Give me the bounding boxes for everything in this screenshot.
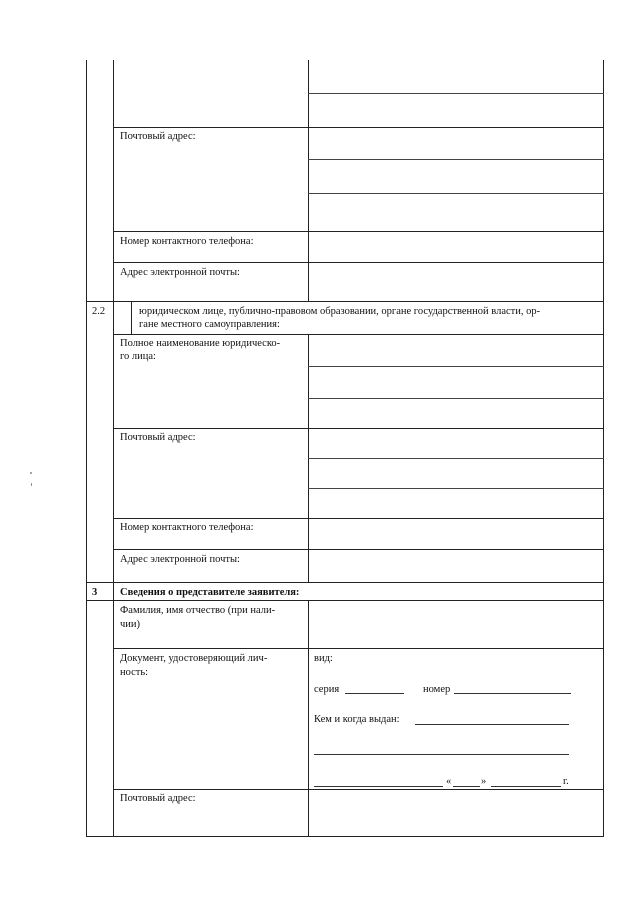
- legal-name-label: го лица:: [120, 351, 156, 362]
- sub-column-border: [131, 301, 132, 334]
- issued-by-date-field[interactable]: [314, 786, 443, 787]
- number-field[interactable]: [454, 693, 571, 694]
- fill-line: [308, 366, 604, 367]
- quote-open: «: [446, 776, 452, 787]
- row-divider: [86, 301, 604, 302]
- phone-label: Номер контактного телефона:: [120, 522, 254, 533]
- issued-by-label: Кем и когда выдан:: [314, 714, 400, 725]
- section-heading-line: юридическом лице, публично-правовом образовании, органе государственной власти, ор-: [139, 306, 541, 317]
- value-column-border-bottom: [308, 600, 309, 837]
- fill-line: [308, 488, 604, 489]
- month-field[interactable]: [491, 786, 561, 787]
- section-number: 3: [92, 587, 98, 598]
- value-column-border-top: [308, 60, 309, 301]
- day-field[interactable]: [453, 786, 480, 787]
- phone-label: Номер контактного телефона:: [120, 236, 254, 247]
- postal-address-label: Почтовый адрес:: [120, 793, 196, 804]
- postal-address-label: Почтовый адрес:: [120, 432, 196, 443]
- postal-address-label: Почтовый адрес:: [120, 131, 196, 142]
- scan-artifact: [31, 483, 32, 486]
- issued-by-field[interactable]: [415, 724, 569, 725]
- section-number: 2.2: [92, 306, 106, 317]
- number-column-border: [113, 60, 114, 837]
- document-kind-label: вид:: [314, 653, 333, 664]
- row-divider: [113, 428, 604, 429]
- fill-line: [308, 458, 604, 459]
- row-divider: [113, 518, 604, 519]
- table-left-border: [86, 60, 87, 837]
- id-document-label: ность:: [120, 667, 149, 678]
- table-right-border: [603, 60, 604, 837]
- email-label: Адрес электронной почты:: [120, 554, 240, 565]
- row-divider: [113, 549, 604, 550]
- row-divider: [113, 789, 604, 790]
- issued-by-field-continued[interactable]: [314, 754, 569, 755]
- series-label: серия: [314, 684, 340, 695]
- number-label: номер: [423, 684, 451, 695]
- legal-name-label: Полное наименование юридическо-: [120, 338, 281, 349]
- series-field[interactable]: [345, 693, 404, 694]
- full-name-label: Фамилия, имя отчество (при нали-: [120, 605, 276, 616]
- section-heading: Сведения о представителе заявителя:: [120, 587, 300, 598]
- row-divider: [113, 648, 604, 649]
- row-divider: [113, 231, 604, 232]
- email-label: Адрес электронной почты:: [120, 267, 240, 278]
- id-document-label: Документ, удостоверяющий лич-: [120, 653, 268, 664]
- quote-close: »: [481, 776, 487, 787]
- fill-line: [308, 159, 604, 160]
- row-divider: [113, 262, 604, 263]
- year-suffix: г.: [563, 776, 569, 787]
- full-name-label: чии): [120, 619, 141, 630]
- row-divider: [113, 334, 604, 335]
- fill-line: [308, 193, 604, 194]
- row-divider: [86, 600, 604, 601]
- section-heading-line: гане местного самоуправления:: [139, 319, 280, 330]
- fill-line: [308, 398, 604, 399]
- scan-artifact: [30, 472, 32, 474]
- fill-line: [308, 93, 604, 94]
- table-bottom-border: [86, 836, 604, 837]
- row-divider: [113, 127, 604, 128]
- row-divider: [86, 582, 604, 583]
